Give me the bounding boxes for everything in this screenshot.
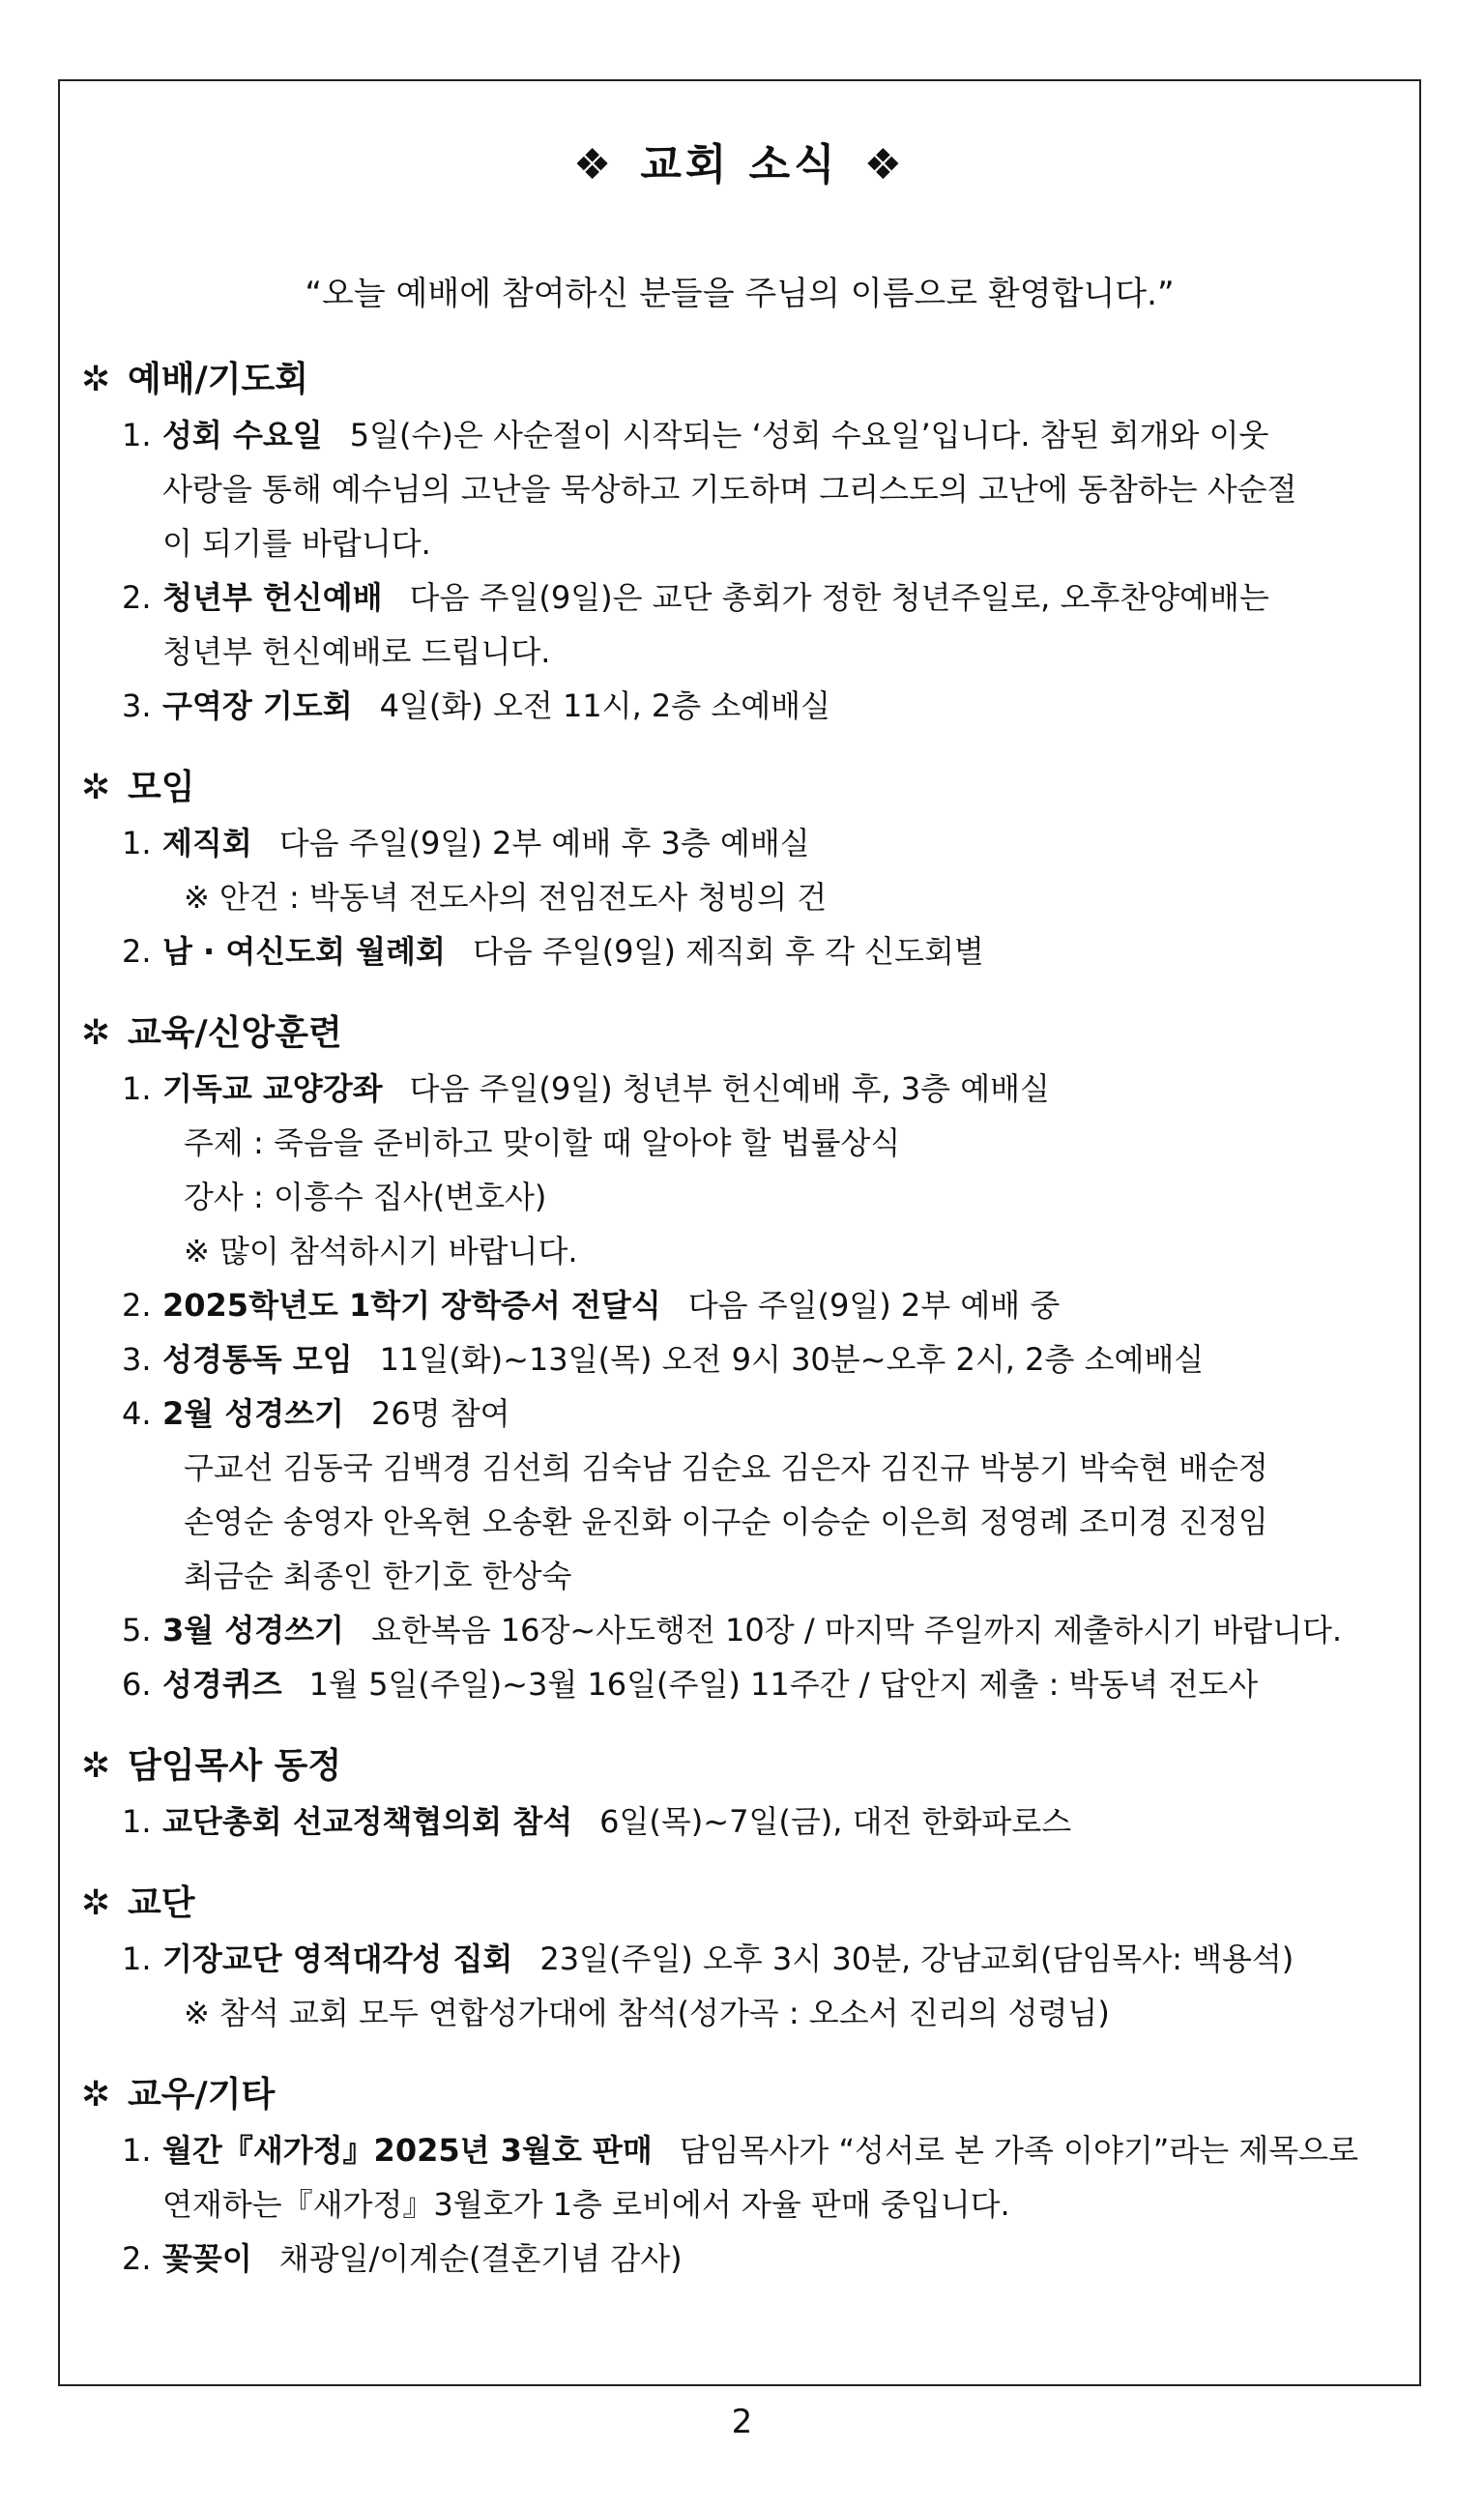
item-text: 다음 주일(9일) 청년부 헌신예배 후, 3층 예배실 <box>409 1070 1050 1107</box>
item-number: 2. <box>122 579 152 616</box>
item-text: 다음 주일(9일) 2부 예배 후 3층 예배실 <box>278 825 810 861</box>
section-heading: ✲ 모임 <box>81 760 1410 816</box>
news-content <box>81 352 1410 2313</box>
item-number: 4. <box>122 1395 152 1432</box>
asterisk-icon: ✲ <box>81 2075 111 2115</box>
section-worship <box>81 352 1410 733</box>
section-heading: ✲ 교우/기타 <box>81 2067 1410 2123</box>
item-number: 1. <box>122 1070 152 1107</box>
item-number: 1. <box>122 825 152 861</box>
page-number: 2 <box>731 2403 753 2441</box>
item-note: 강사 : 이흥수 집사(변호사) <box>184 1179 547 1215</box>
list-item <box>81 1657 1410 1711</box>
item-number: 1. <box>122 2132 152 2169</box>
item-number: 2. <box>122 1287 152 1324</box>
section-heading: ✲ 담임목사 동정 <box>81 1738 1410 1794</box>
section-heading: ✲ 예배/기도회 <box>81 352 1410 408</box>
item-note: 주제 : 죽음을 준비하고 맞이할 때 알아야 할 법률상식 <box>184 1124 901 1161</box>
asterisk-icon: ✲ <box>81 360 111 399</box>
asterisk-icon: ✲ <box>81 1883 111 1923</box>
list-item <box>81 1794 1410 1849</box>
item-text: 청년부 헌신예배로 드립니다. <box>162 633 551 670</box>
item-number: 3. <box>122 687 152 724</box>
item-label: 성경퀴즈 <box>162 1666 282 1703</box>
item-number: 3. <box>122 1341 152 1378</box>
section-members <box>81 2067 1410 2286</box>
item-text: 11일(화)~13일(목) 오전 9시 30분~오후 2시, 2층 소예배실 <box>379 1341 1205 1378</box>
item-label: 2월 성경쓰기 <box>162 1395 344 1432</box>
list-item <box>81 1386 1410 1603</box>
item-text: 다음 주일(9일) 제직회 후 각 신도회별 <box>472 933 984 970</box>
item-note: ※ 안건 : 박동녁 전도사의 전임전도사 청빙의 건 <box>184 879 828 916</box>
item-note: ※ 참석 교회 모두 연합성가대에 참석(성가곡 : 오소서 진리의 성령님) <box>184 1995 1110 2031</box>
section-meeting <box>81 760 1410 978</box>
list-item <box>81 2232 1410 2286</box>
item-number: 6. <box>122 1666 152 1703</box>
title-text: 교회 소식 <box>640 140 839 190</box>
list-item <box>81 816 1410 924</box>
item-number: 1. <box>122 1803 152 1840</box>
bulletin-frame <box>58 79 1421 2386</box>
section-denomination <box>81 1876 1410 2040</box>
asterisk-icon: ✲ <box>81 1746 111 1786</box>
item-label: 구역장 기도회 <box>162 687 353 724</box>
item-text: 다음 주일(9일) 2부 예배 중 <box>687 1287 1061 1324</box>
list-item <box>81 1932 1410 2040</box>
diamond-ornament-icon: ❖ <box>572 140 616 190</box>
item-label: 3월 성경쓰기 <box>162 1612 344 1648</box>
item-number: 2. <box>122 933 152 970</box>
item-text: 23일(주일) 오후 3시 30분, 강남교회(담임목사: 백용석) <box>539 1940 1295 1977</box>
item-text: 4일(화) 오전 11시, 2층 소예배실 <box>379 687 831 724</box>
list-item <box>81 1062 1410 1278</box>
item-label: 꽃꽂이 <box>162 2240 252 2277</box>
list-item <box>81 2123 1410 2232</box>
participant-names: 최금순 최종인 한기호 한상숙 <box>184 1558 572 1594</box>
diamond-ornament-icon: ❖ <box>863 140 907 190</box>
welcome-message: “오늘 예배에 참여하신 분들을 주님의 이름으로 환영합니다.” <box>305 275 1175 313</box>
list-item <box>81 679 1410 733</box>
item-text: 사랑을 통해 예수님의 고난을 묵상하고 기도하며 그리스도의 고난에 동참하는 사순절 <box>162 471 1297 508</box>
item-label: 남 · 여신도회 월례회 <box>162 933 446 970</box>
participant-names: 구교선 김동국 김백경 김선희 김숙남 김순요 김은자 김진규 박봉기 박숙현 배순정 <box>184 1449 1268 1486</box>
item-number: 1. <box>122 417 152 453</box>
item-text: 5일(수)은 사순절이 시작되는 ‘성회 수요일’입니다. 참된 회개와 이웃 <box>349 417 1269 453</box>
participant-names: 손영순 송영자 안옥현 오송환 윤진화 이구순 이승순 이은희 정영례 조미경 진정임 <box>184 1503 1268 1540</box>
item-text: 6일(목)~7일(금), 대전 한화파로스 <box>599 1803 1072 1840</box>
section-pastor <box>81 1738 1410 1849</box>
item-text: 이 되기를 바랍니다. <box>162 525 431 562</box>
item-text: 26명 참여 <box>370 1395 510 1432</box>
section-heading: ✲ 교육/신앙훈련 <box>81 1006 1410 1062</box>
asterisk-icon: ✲ <box>81 1013 111 1053</box>
item-text: 1월 5일(주일)~3월 16일(주일) 11주간 / 답안지 제출 : 박동녁 전도사 <box>308 1666 1259 1703</box>
item-label: 월간『새가정』2025년 3월호 판매 <box>162 2132 653 2169</box>
item-number: 1. <box>122 1940 152 1977</box>
section-heading: ✲ 교단 <box>81 1876 1410 1932</box>
item-label: 성회 수요일 <box>162 417 323 453</box>
list-item <box>81 1278 1410 1332</box>
item-label: 제직회 <box>162 825 252 861</box>
item-label: 2025학년도 1학기 장학증서 전달식 <box>162 1287 661 1324</box>
item-label: 성경통독 모임 <box>162 1341 353 1378</box>
item-text: 다음 주일(9일)은 교단 총회가 정한 청년주일로, 오후찬양예배는 <box>409 579 1269 616</box>
item-text: 요한복음 16장~사도행전 10장 / 마지막 주일까지 제출하시기 바랍니다. <box>370 1612 1343 1648</box>
list-item <box>81 408 1410 570</box>
section-education <box>81 1006 1410 1711</box>
asterisk-icon: ✲ <box>81 768 111 807</box>
item-label: 기장교단 영적대각성 집회 <box>162 1940 513 1977</box>
list-item <box>81 924 1410 978</box>
item-note: ※ 많이 참석하시기 바랍니다. <box>184 1233 578 1269</box>
item-number: 2. <box>122 2240 152 2277</box>
page-title <box>60 130 1419 191</box>
list-item <box>81 1603 1410 1657</box>
item-text: 담임목사가 “성서로 본 가족 이야기”라는 제목으로 <box>679 2132 1358 2169</box>
item-text: 채광일/이계순(결혼기념 감사) <box>278 2240 683 2277</box>
item-text: 연재하는『새가정』3월호가 1층 로비에서 자율 판매 중입니다. <box>162 2186 1010 2223</box>
list-item <box>81 1332 1410 1386</box>
list-item <box>81 570 1410 679</box>
item-number: 5. <box>122 1612 152 1648</box>
item-label: 기독교 교양강좌 <box>162 1070 383 1107</box>
item-label: 교단총회 선교정책협의회 참석 <box>162 1803 573 1840</box>
item-label: 청년부 헌신예배 <box>162 579 383 616</box>
